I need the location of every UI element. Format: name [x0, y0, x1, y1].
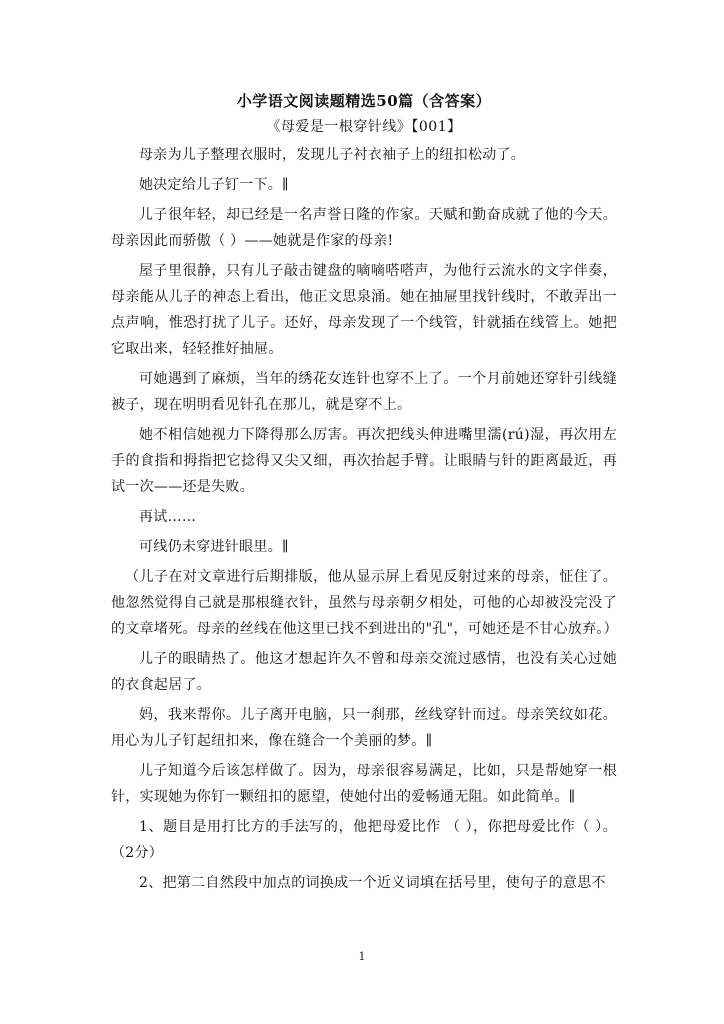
paragraph: 儿子知道今后该怎样做了。因为，母亲很容易满足，比如，只是帮她穿一根针，实现她为你钉一颗纽扣的愿望，使她付出的爱畅通无阻。如此简单。∥ — [111, 763, 617, 805]
document-title: 小学语文阅读题精选50篇（含答案） — [236, 92, 492, 110]
question: 1、题目是用打比方的手法写的，他把母爱比作 （ ），你把母爱比作（ ）。（2分） — [111, 819, 617, 861]
paragraph: 她决定给儿子钉一下。∥ — [139, 177, 289, 193]
paragraph: 儿子的眼睛热了。他这才想起许久不曾和母亲交流过感情，也没有关心过她的衣食起居了。 — [111, 651, 617, 693]
question: 2、把第二自然段中加点的词换成一个近义词填在括号里，使句子的意思不 — [139, 875, 606, 891]
article-title: 《母爱是一根穿针线》【001】 — [266, 119, 462, 135]
paragraph: （儿子在对文章进行后期排版，他从显示屏上看见反射过来的母亲，怔住了。他忽然觉得自己就是那根缝衣针，虽然与母亲朝夕相处，可他的心却被没完没了的文章堵死。母亲的丝线在他这里已找不到进出的"孔"，可她还是不甘心放弃。） — [111, 569, 618, 637]
page-number: 1 — [358, 950, 366, 963]
paragraph: 可她遇到了麻烦，当年的绣花女连针也穿不上了。一个月前她还穿针引线缝被子，现在明明看见针孔在那儿，就是穿不上。 — [111, 371, 617, 413]
paragraph: 妈，我来帮你。儿子离开电脑，只一刹那，丝线穿针而过。母亲笑纹如花。用心为儿子钉起纽扣来，像在缝合一个美丽的梦。∥ — [111, 707, 617, 749]
paragraph: 她不相信她视力下降得那么厉害。再次把线头伸进嘴里濡(rú)湿，再次用左手的食指和拇指把它捻得又尖又细，再次抬起手臂。让眼睛与针的距离最近，再试一次——还是失败。 — [111, 427, 617, 495]
paragraph: 可线仍未穿进针眼里。∥ — [139, 539, 289, 555]
document-body — [111, 90, 617, 900]
paragraph: 屋子里很静，只有儿子敲击键盘的嘀嘀嗒嗒声，为他行云流水的文字伴奏，母亲能从儿子的神态上看出，他正文思泉涌。她在抽屉里找针线时，不敢弄出一点声响，惟恐打扰了儿子。还好，母亲发现了一个线管，针就插在线管上。她把它取出来，轻轻推好抽屉。 — [111, 263, 617, 357]
paragraph: 母亲为儿子整理衣服时，发现儿子衬衣袖子上的纽扣松动了。 — [139, 147, 526, 163]
paragraph: 再试…… — [139, 509, 197, 525]
paragraph: 儿子很年轻，却已经是一名声誉日隆的作家。天赋和勤奋成就了他的今天。母亲因此而骄傲（ ）——她就是作家的母亲! — [111, 207, 617, 249]
